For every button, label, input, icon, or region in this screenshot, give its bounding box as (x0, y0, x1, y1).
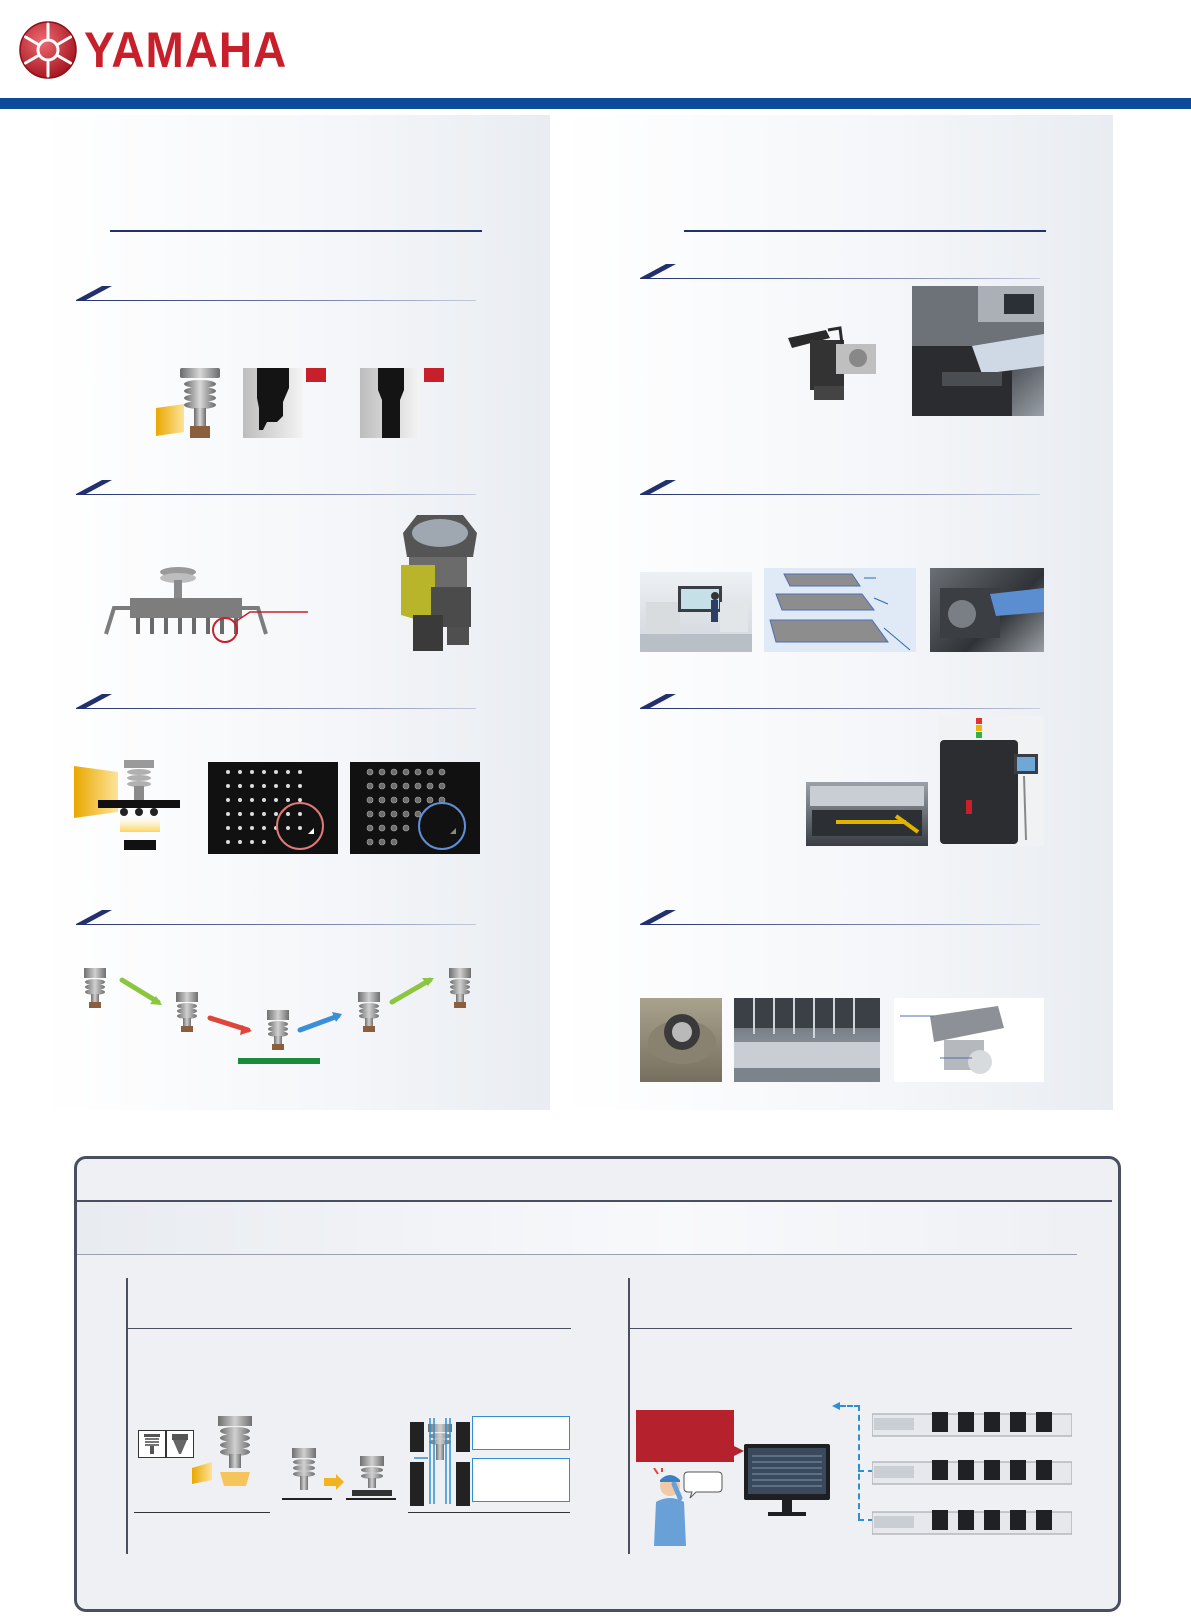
nozzle-image-normal (243, 368, 303, 438)
data-flow-line (858, 1405, 860, 1519)
operator-icon (644, 1468, 724, 1546)
production-line-icon (872, 1408, 1072, 1438)
section-slash-icon (640, 480, 680, 494)
bottom-right-divider (628, 1278, 630, 1554)
callout-box-top (472, 1416, 570, 1450)
feeder-rack-diagram (764, 568, 916, 652)
brand-logo-text: YAMAHA (84, 22, 288, 78)
status-badge (424, 368, 444, 382)
bottom-left-divider (126, 1278, 128, 1554)
bga-image-normal (208, 762, 338, 854)
nozzle-side-light-icon (150, 362, 240, 440)
status-badge (306, 368, 326, 382)
placement-motion-icon (80, 968, 480, 1072)
line-monitoring-icon (640, 572, 752, 652)
tray-machine-photo (938, 716, 1044, 846)
monitor-icon (744, 1444, 830, 1520)
left-heading-rule (110, 230, 482, 232)
tray-changer-photo (806, 782, 928, 846)
section-slash-icon (640, 910, 680, 924)
bottom-light-bga-icon (74, 758, 192, 858)
bottom-baseline (408, 1512, 570, 1513)
vacuum-nozzle-light-icon (190, 1414, 270, 1490)
header-bar (0, 98, 1191, 109)
machine-operator-photo (912, 286, 1044, 416)
section-slash-icon (640, 264, 680, 278)
tuning-fork-emblem-icon (18, 20, 78, 80)
nozzle-row-photo (734, 998, 880, 1082)
bga-image-defect (350, 762, 480, 854)
feeder-exchange-photo (930, 568, 1044, 652)
nozzle-image-defect (360, 368, 420, 438)
section-slash-icon (640, 694, 680, 708)
bottom-right-heading-rule (630, 1328, 1072, 1329)
alert-arrow-icon (734, 1446, 744, 1456)
head-diagram (894, 998, 1044, 1082)
right-heading-rule (684, 230, 1046, 232)
nozzle-closeup-photo (640, 998, 722, 1082)
production-line-icon (872, 1506, 1072, 1536)
feeder-unit-icon (786, 326, 886, 404)
alert-callout (636, 1410, 734, 1462)
bottom-left-heading-rule (128, 1328, 571, 1329)
bottom-box-banner-rule (77, 1254, 1077, 1255)
nozzle-compare-icon (282, 1440, 398, 1512)
lead-inspection-icon (100, 560, 320, 660)
nozzle-type-icons (138, 1430, 194, 1458)
callout-box-bottom (472, 1458, 570, 1502)
factory-floor-photo (640, 572, 752, 652)
bottom-baseline (134, 1512, 270, 1513)
bottom-box-banner (77, 1202, 1077, 1254)
section-slash-icon (76, 286, 116, 300)
head-cross-section-icon (408, 1412, 472, 1508)
tray-changer-icon (806, 782, 928, 846)
section-slash-icon (76, 694, 116, 708)
data-flow-line (840, 1405, 860, 1407)
section-slash-icon (76, 910, 116, 924)
head-unit-icon (395, 505, 485, 655)
production-line-icon (872, 1456, 1072, 1486)
nozzle-maintenance-icon (640, 998, 722, 1082)
section-slash-icon (76, 480, 116, 494)
